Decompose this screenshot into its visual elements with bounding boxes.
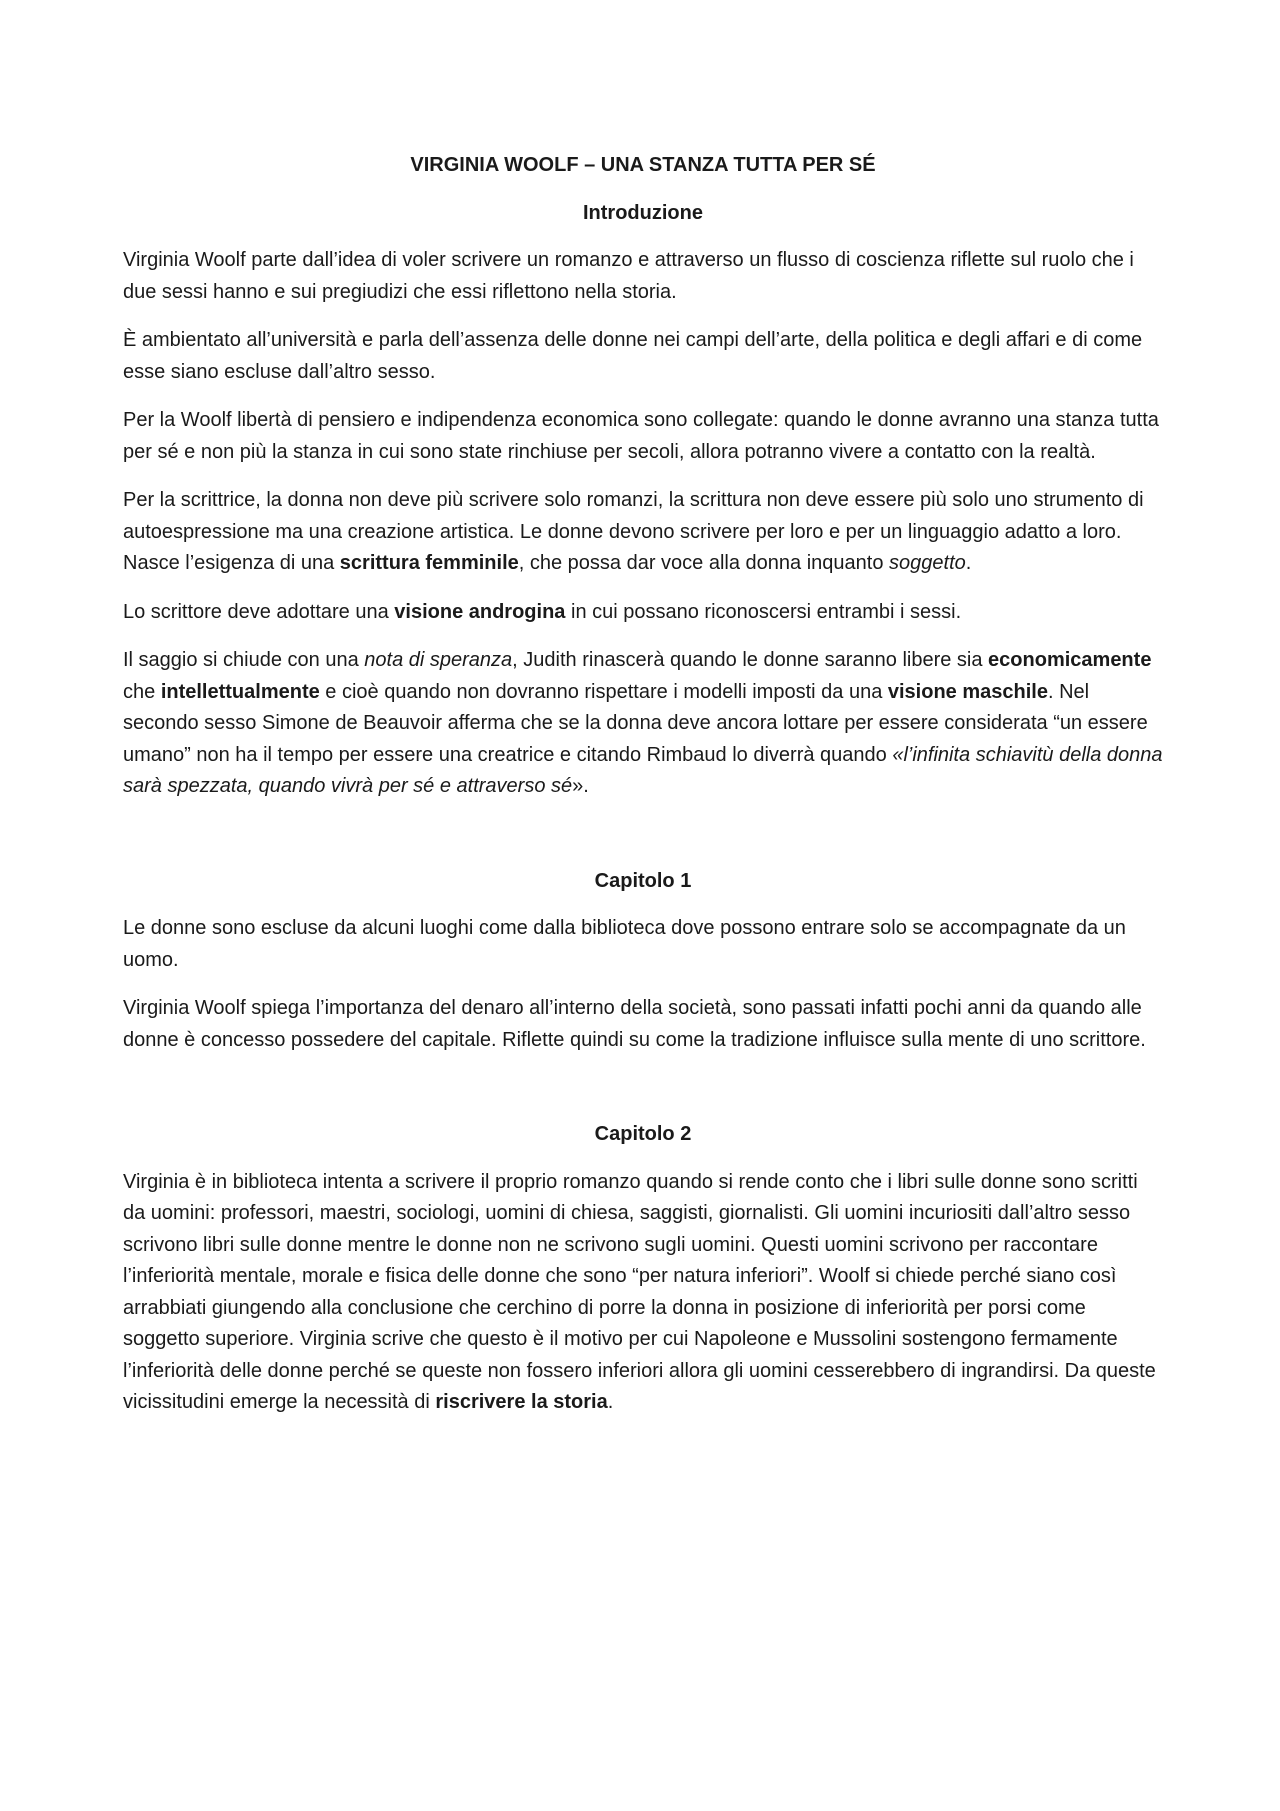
section-heading-chapter-1: Capitolo 1 <box>594 869 692 892</box>
paragraph <box>123 597 1163 629</box>
section-heading-intro: Introduzione <box>583 201 703 224</box>
paragraph <box>123 485 1163 580</box>
italic-text: soggetto <box>889 552 966 574</box>
text-run: Per la scrittrice, la donna non deve più scrivere solo romanzi, la scrittura non deve essere più solo uno strumento di autoespressione ma una creazione artistica. Le donne devono scrivere per loro e per un linguaggio adatto a loro. Nasce l’esigenza di una <box>123 489 1144 574</box>
paragraph: Le donne sono escluse da alcuni luoghi come dalla biblioteca dove possono entrare solo se accompagnate da un uomo. <box>123 917 1126 971</box>
bold-text: scrittura femminile <box>339 552 519 574</box>
paragraph: Virginia Woolf spiega l’importanza del denaro all’interno della società, sono passati infatti pochi anni da quando alle donne è concesso possedere del capitale. Riflette quindi su come la tradizione influisce sulla mente di uno scrittore. <box>123 997 1146 1051</box>
section-heading-chapter-2: Capitolo 2 <box>594 1123 692 1145</box>
text-run: . Nel secondo sesso Simone de Beauvoir afferma che se la donna deve ancora lottare per essere considerata “un essere umano” non ha il tempo per essere una creatrice e citando Rimbaud lo diverrà quando <box>123 680 1148 766</box>
paragraph <box>123 1167 1163 1419</box>
text-run: . <box>607 1391 614 1413</box>
text-run: Lo scrittore deve adottare una <box>123 600 395 623</box>
text-run: e cioè quando non dovranno rispettare i modelli imposti da una <box>319 680 888 703</box>
paragraph: Virginia Woolf parte dall’idea di voler scrivere un romanzo e attraverso un flusso di coscienza riflette sul ruolo che i due sessi hanno e sui pregiudizi che essi riflettono nella storia. <box>123 249 1134 303</box>
paragraph <box>123 645 1163 803</box>
section-gap <box>123 1073 1163 1119</box>
text-run: in cui possano riconoscersi entrambi i sessi. <box>565 600 962 623</box>
bold-text: intellettualmente <box>160 680 320 703</box>
text-run: Virginia è in biblioteca intenta a scrivere il proprio romanzo quando si rende conto che i libri sulle donne sono scritti da uomini: professori, maestri, sociologi, uomini di chiesa, saggisti, giornalisti. Gli uomini incuriositi dall’altro sesso scrivono libri sulle donne mentre le donne non ne scrivono sugli uomini. Questi uomini scrivono per raccontare l’inferiorità mentale, morale e fisica delle donne che sono “per natura inferiori”. Woolf si chiede perché siano così arrabbiati giungendo alla conclusione che cerchino di porre la donna in posizione di inferiorità per porsi come soggetto superiore. Virginia scrive che questo è il motivo per cui Napoleone e Mussolini sostengono fermamente l’inferiorità delle donne perché se queste non fossero inferiori allora gli uomini cesserebbero di ingrandirsi. Da queste vicissitudini emerge la necessità di <box>123 1170 1156 1413</box>
section-gap <box>123 820 1163 866</box>
paragraph: Per la Woolf libertà di pensiero e indipendenza economica sono collegate: quando le donne avranno una stanza tutta per sé e non più la stanza in cui sono state rinchiuse per secoli, allora potranno vivere a contatto con la realtà. <box>123 409 1159 463</box>
document-title: VIRGINIA WOOLF – UNA STANZA TUTTA PER SÉ <box>410 154 876 176</box>
italic-quote: «l’infinita schiavitù della donna sarà spezzata, quando vivrà per sé e attraverso sé <box>123 743 1163 797</box>
text-run: . <box>965 552 972 574</box>
italic-text: nota di speranza <box>364 649 513 671</box>
text-run: , Judith rinascerà quando le donne saranno libere sia <box>512 649 989 671</box>
text-run: che <box>123 680 161 703</box>
bold-text: visione maschile <box>887 680 1048 703</box>
paragraph: È ambientato all’università e parla dell’assenza delle donne nei campi dell’arte, della politica e degli affari e di come esse siano escluse dall’altro sesso. <box>123 329 1143 383</box>
bold-text: economicamente <box>988 649 1152 671</box>
text-run: , che possa dar voce alla donna inquanto <box>518 552 890 574</box>
bold-text: riscrivere la storia <box>435 1391 608 1413</box>
text-run: ». <box>572 775 589 797</box>
document-page <box>123 150 1163 1436</box>
bold-text: visione androgina <box>394 600 566 623</box>
text-run: Il saggio si chiude con una <box>123 649 365 671</box>
